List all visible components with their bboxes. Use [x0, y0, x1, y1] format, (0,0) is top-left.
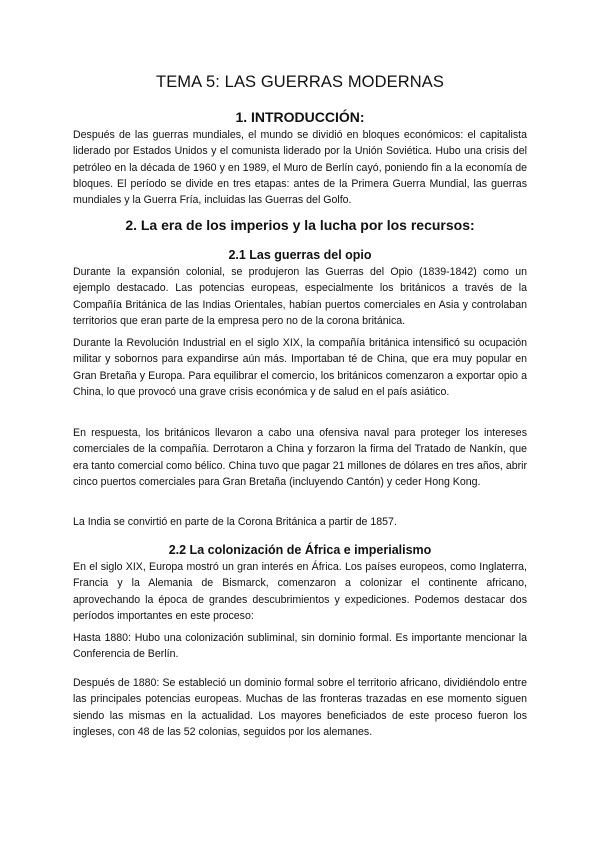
paragraph-2-1-d: La India se convirtió en parte de la Corona Británica a partir de 1857.: [73, 516, 397, 528]
paragraph-2-1-b: Durante la Revolución Industrial en el siglo XIX, la compañía británica intensificó su ocupación militar y sobornos para expandirse aún más. Importaban té de China, que era muy popular en Gran Bretaña y Europa. Para equilibrar el comercio, los británicos comenzaron a exportar opio a China, lo que provocó una grave crisis económica y de salud en el país asiático.: [73, 337, 527, 398]
section1-paragraph: Después de las guerras mundiales, el mundo se dividió en bloques económicos: el capitalista liderado por Estados Unidos y el comunista liderado por la Unión Soviética. Hubo una crisis del petróleo en la década de 1960 y en 1989, el Muro de Berlín cayó, poniendo fin a la economía de bloques. El período se divide en tres etapas: antes de la Primera Guerra Mundial, las guerras mundiales y la Guerra Fría, incluidas las Guerras del Golfo.: [73, 129, 527, 207]
paragraph-2-2-c: Después de 1880: Se estableció un dominio formal sobre el territorio africano, dividiéndolo entre las principales potencias europeas. Muchas de las fronteras trazadas en ese momento siguen siendo las mismas en la actualidad. Los mayores beneficiados de este proceso fueron los ingleses, con 48 de las 52 colonias, seguidos por los alemanes.: [73, 677, 527, 738]
subsection-2-1-heading: 2.1 Las guerras del opio: [228, 248, 372, 262]
paragraph-2-2-a: En el siglo XIX, Europa mostró un gran interés en África. Los países europeos, como Inglaterra, Francia y la Alemania de Bismarck, comenzaron a colonizar el continente africano, aprovechando la época de grandes descubrimientos y expediciones. Podemos destacar dos períodos importantes en este proceso:: [73, 561, 527, 622]
section2-heading: 2. La era de los imperios y la lucha por los recursos:: [125, 217, 475, 233]
paragraph-2-2-b: Hasta 1880: Hubo una colonización subliminal, sin dominio formal. Es importante mencionar la Conferencia de Berlín.: [73, 632, 527, 661]
section1-heading: 1. INTRODUCCIÓN:: [235, 109, 365, 125]
paragraph-2-1-a: Durante la expansión colonial, se produjeron las Guerras del Opio (1839-1842) como un ejemplo destacado. Las potencias europeas, especialmente los británicos a través de la Compañía Británica de las Indias Orientales, habían puertos comerciales en Asia y controlaban territorios que eran parte de la empresa pero no de la corona británica.: [73, 266, 527, 327]
subsection-2-2-heading: 2.2 La colonización de África e imperialismo: [168, 543, 432, 557]
paragraph-2-1-c: En respuesta, los británicos llevaron a cabo una ofensiva naval para proteger los intereses comerciales de la compañía. Derrotaron a China y forzaron la firma del Tratado de Nankín, que era tanto comercial como bélico. China tuvo que pagar 21 millones de dólares en tres años, abrir cinco puertos comerciales para Gran Bretaña (incluyendo Cantón) y ceder Hong Kong.: [73, 427, 528, 488]
document-title: TEMA 5: LAS GUERRAS MODERNAS: [156, 73, 444, 91]
